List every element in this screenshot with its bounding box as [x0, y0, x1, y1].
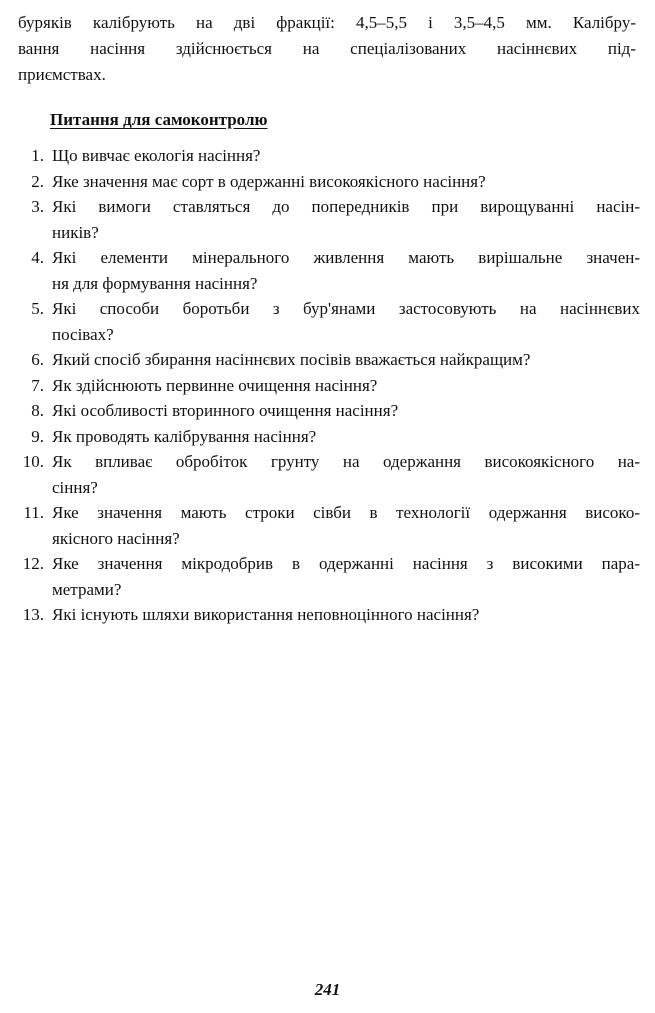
question-number: 2.	[31, 171, 44, 191]
question-number: 10.	[22, 452, 44, 471]
question-number: 4.	[31, 248, 44, 267]
intro-line: вання насіння здійснюється на спеціалізованих насіннєвих під-	[18, 39, 636, 58]
question-text-continued: ників?	[52, 222, 99, 242]
question-text: Які існують шляхи використання неповноцінного насіння?	[52, 605, 480, 624]
question-item	[0, 424, 640, 450]
question-text-continued: посівах?	[52, 324, 114, 344]
question-text: Що вивчає екологія насіння?	[52, 146, 261, 165]
question-text: Який спосіб збирання насіннєвих посівів вважається найкращим?	[52, 350, 531, 369]
question-text: Як впливає обробіток грунту на одержання високоякісного на-	[52, 452, 640, 471]
question-text: Яке значення має сорт в одержанні високоякісного насіння?	[52, 171, 486, 191]
question-number: 6.	[31, 350, 44, 369]
question-text-continued: метрами?	[52, 579, 122, 599]
question-item	[0, 551, 640, 602]
question-text: Яке значення мають строки сівби в технології одержання високо-	[52, 503, 640, 522]
question-item	[0, 347, 640, 373]
question-item	[0, 296, 640, 347]
question-number: 12.	[22, 554, 44, 573]
intro-line: приємствах.	[18, 65, 106, 84]
question-item	[0, 449, 640, 500]
question-text: Які вимоги ставляться до попередників при вирощуванні насін-	[52, 197, 640, 216]
section-heading: Питання для самоконтролю	[50, 110, 268, 129]
question-number: 8.	[31, 401, 44, 420]
question-text: Які способи боротьби з бур'янами застосовують на насіннєвих	[52, 299, 640, 318]
question-item	[0, 398, 640, 424]
question-text: Які елементи мінерального живлення мають вирішальне значен-	[52, 248, 640, 267]
questions-list	[0, 143, 640, 628]
question-item	[0, 245, 640, 296]
question-number: 1.	[31, 146, 44, 165]
question-text: Як здійснюють первинне очищення насіння?	[52, 375, 378, 395]
question-item	[0, 500, 640, 551]
question-number: 13.	[22, 605, 44, 624]
question-item	[0, 169, 640, 195]
question-text-continued: ня для формування насіння?	[52, 273, 258, 293]
intro-line: буряків калібрують на дві фракції: 4,5–5,5 і 3,5–4,5 мм. Калібру-	[18, 13, 636, 32]
question-text-continued: сіння?	[52, 477, 98, 497]
question-number: 5.	[31, 299, 44, 318]
question-text-continued: якісного насіння?	[52, 528, 180, 548]
question-item	[0, 602, 640, 628]
question-item	[0, 373, 640, 399]
intro-paragraph	[18, 10, 636, 88]
question-number: 3.	[31, 197, 44, 216]
question-number: 7.	[31, 375, 44, 395]
question-number: 11.	[23, 503, 44, 522]
question-item	[0, 143, 640, 169]
question-number: 9.	[31, 426, 44, 446]
question-text: Яке значення мікродобрив в одержанні насіння з високими пара-	[52, 554, 640, 573]
page-number: 241	[314, 980, 341, 999]
question-text: Як проводять калібрування насіння?	[52, 426, 317, 446]
question-item	[0, 194, 640, 245]
question-text: Які особливості вторинного очищення насіння?	[52, 401, 399, 420]
